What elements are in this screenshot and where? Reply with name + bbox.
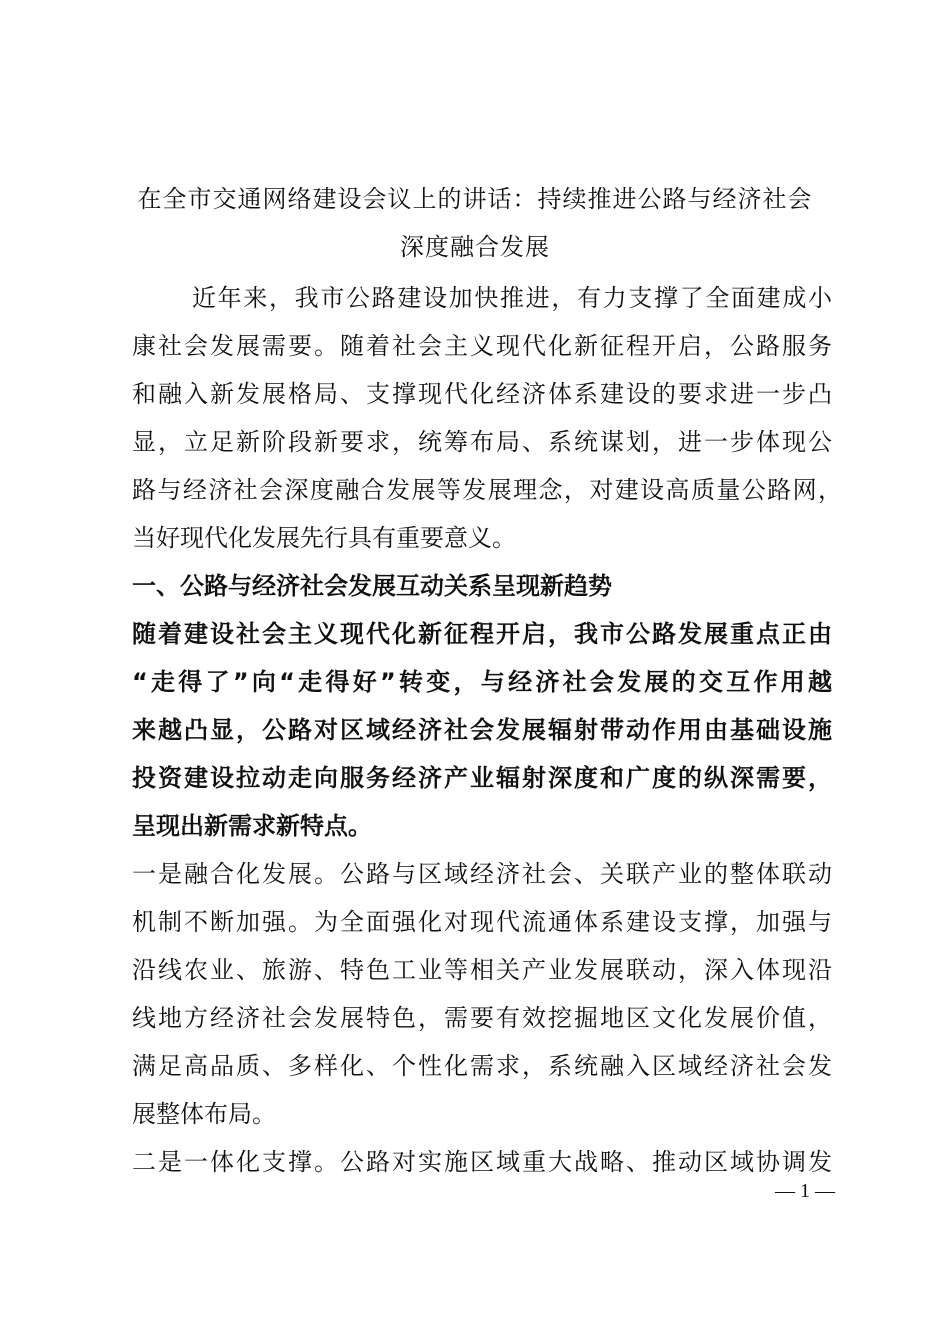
document-title-line-1: 在全市交通网络建设会议上的讲话：持续推进公路与经济社会 bbox=[137, 185, 813, 213]
point-1-line-6: 展整体布局。 bbox=[132, 1100, 276, 1128]
point-1-line-2: 机制不断加强。为全面强化对现代流通体系建设支撑，加强与 bbox=[132, 908, 832, 936]
section-1-line-4: 投资建设拉动走向服务经济产业辐射深度和广度的纵深需要， bbox=[132, 764, 832, 792]
point-1-line-5: 满足高品质、多样化、个性化需求，系统融入区域经济社会发 bbox=[132, 1052, 832, 1080]
intro-line-2: 康社会发展需要。随着社会主义现代化新征程开启，公路服务 bbox=[132, 332, 832, 360]
section-1-line-1: 随着建设社会主义现代化新征程开启，我市公路发展重点正由 bbox=[132, 620, 832, 648]
section-1-line-3: 来越凸显，公路对区域经济社会发展辐射带动作用由基础设施 bbox=[132, 716, 832, 744]
point-2-line-1: 二是一体化支撑。公路对实施区域重大战略、推动区域协调发 bbox=[132, 1148, 832, 1176]
section-1-line-5: 呈现出新需求新特点。 bbox=[132, 812, 372, 840]
intro-line-4: 显，立足新阶段新要求，统筹布局、系统谋划，进一步体现公 bbox=[132, 428, 832, 456]
section-1-line-2: “走得了”向“走得好”转变，与经济社会发展的交互作用越 bbox=[132, 668, 832, 696]
point-1-line-4: 线地方经济社会发展特色，需要有效挖掘地区文化发展价值， bbox=[132, 1004, 832, 1032]
page-number: — 1 — bbox=[775, 1180, 835, 1202]
intro-line-5: 路与经济社会深度融合发展等发展理念，对建设高质量公路网， bbox=[132, 476, 842, 504]
intro-line-1: 近年来，我市公路建设加快推进，有力支撑了全面建成小 bbox=[192, 284, 832, 312]
point-1-line-1: 一是融合化发展。公路与区域经济社会、关联产业的整体联动 bbox=[132, 860, 832, 888]
point-1-line-3: 沿线农业、旅游、特色工业等相关产业发展联动，深入体现沿 bbox=[132, 956, 832, 984]
document-title-line-2: 深度融合发展 bbox=[400, 233, 550, 261]
section-1-heading: 一、公路与经济社会发展互动关系呈现新趋势 bbox=[132, 572, 612, 600]
intro-line-3: 和融入新发展格局、支撑现代化经济体系建设的要求进一步凸 bbox=[132, 380, 832, 408]
intro-line-6: 当好现代化发展先行具有重要意义。 bbox=[132, 524, 516, 552]
